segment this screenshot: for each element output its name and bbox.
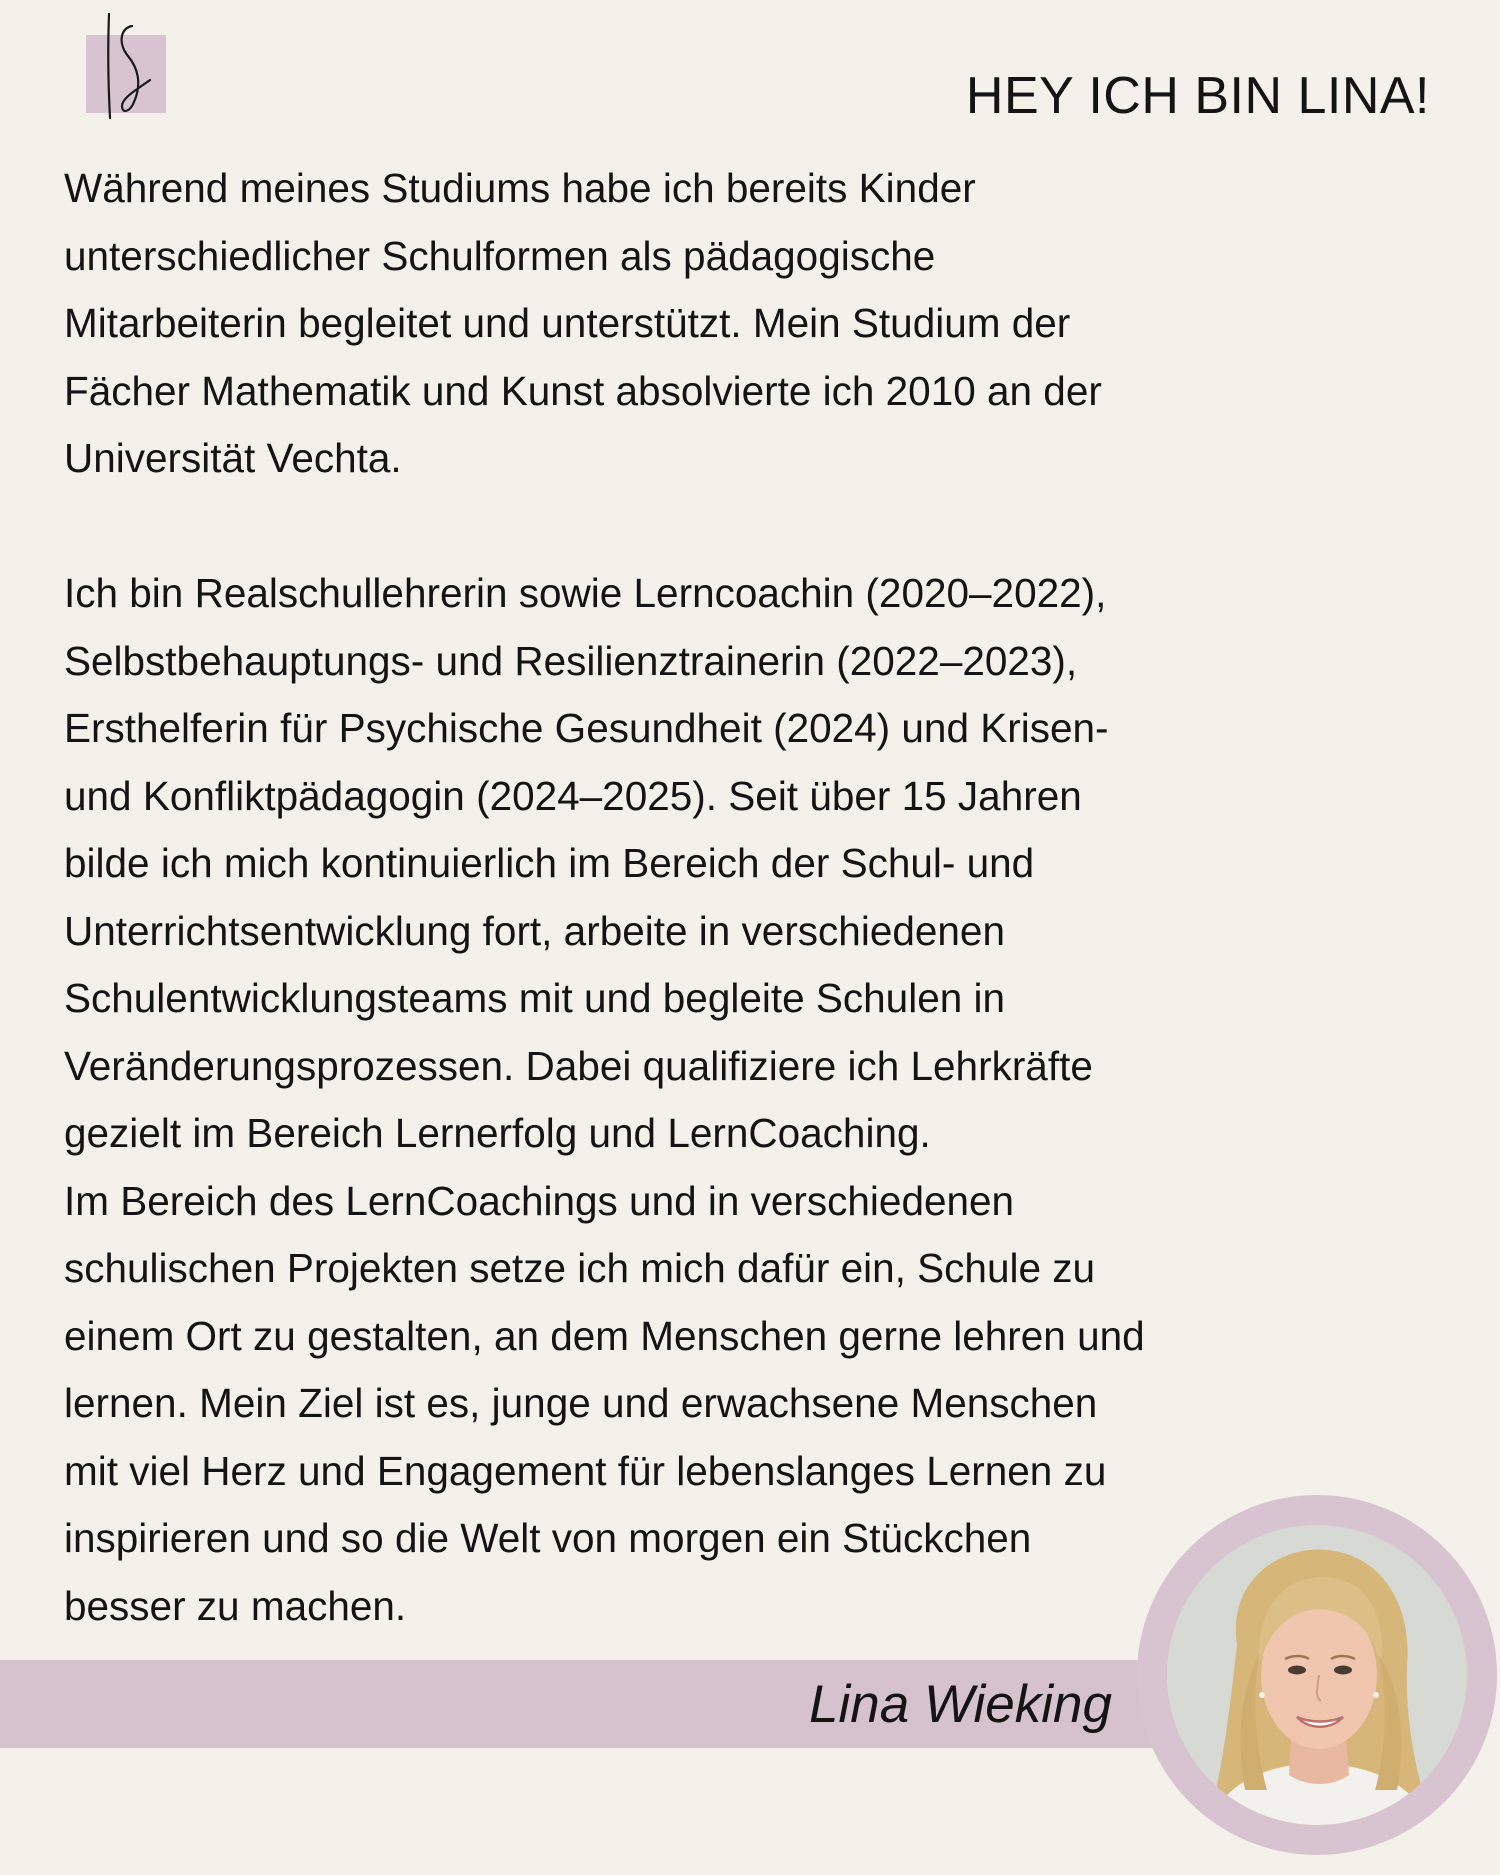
ls-monogram-icon [84, 10, 174, 120]
bio-text [64, 155, 1394, 1640]
portrait-frame [1137, 1495, 1497, 1855]
portrait-photo [1167, 1525, 1467, 1825]
page-title: HEY ICH BIN LINA! [965, 67, 1430, 125]
bio-paragraph-studies: Während meines Studiums habe ich bereits Kinder unterschiedlicher Schulformen als pädagogische Mitarbeiterin begleitet und unterstützt. Mein Studium der Fächer Mathematik und Kunst absolvierte ich 2010 an der Universität Vechta. [64, 165, 1102, 481]
signature-name: Lina Wieking [809, 1675, 1112, 1734]
bio-paragraph-mission: Im Bereich des LernCoachings und in verschiedenen schulischen Projekten setze ich mich dafür ein, Schule zu einem Ort zu gestalten, an dem Menschen gerne lehren und lernen. Mein Ziel ist es, junge und erwachsene Menschen mit viel Herz und Engagement für lebenslanges Lernen zu inspirieren und so die Welt von morgen ein Stückchen besser zu machen. [64, 1177, 1145, 1629]
logo [84, 10, 174, 120]
portrait-illustration [1167, 1525, 1467, 1825]
bio-paragraph-qualifications: Ich bin Realschullehrerin sowie Lerncoachin (2020–2022), Selbstbehauptungs- und Resilienztrainerin (2022–2023), Ersthelferin für Psychische Gesundheit (2024) und Krisen- und Konfliktpädagogin (2024–2025). Seit über 15 Jahren bilde ich mich kontinuierlich im Bereich der Schul- und Unterrichtsentwicklung fort, arbeite in verschiedenen Schulentwicklungsteams mit und begleite Schulen in Veränderungsprozessen. Dabei qualifiziere ich Lehrkräfte gezielt im Bereich Lernerfolg und LernCoaching. [64, 570, 1109, 1156]
